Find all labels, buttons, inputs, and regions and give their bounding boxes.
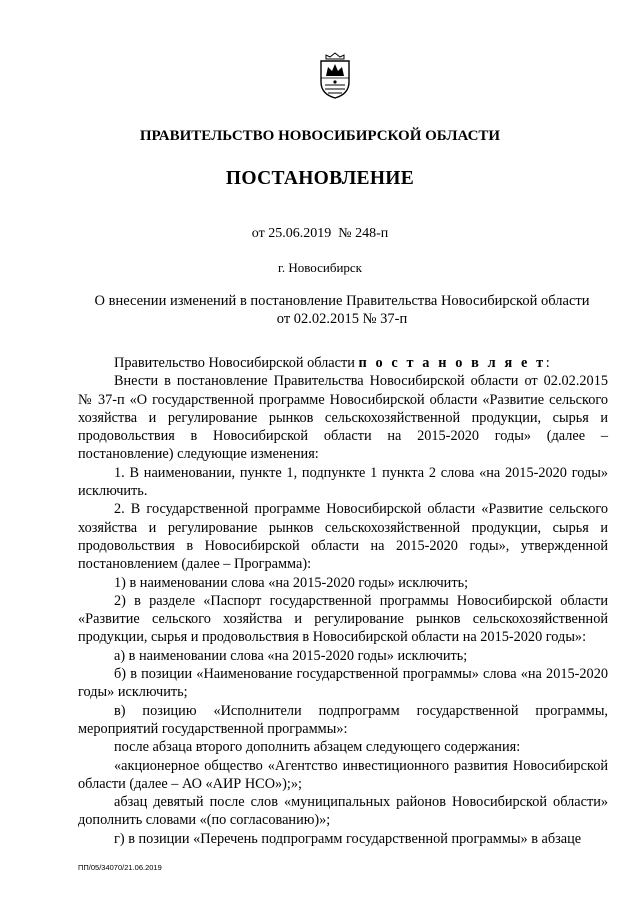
body-paragraph: а) в наименовании слова «на 2015-2020 годы» исключить; [114,647,468,664]
body-paragraph: 2. В государственной программе Новосибирской области «Развитие сельского хозяйства и регулирование рынков сельскохозяйственной продукции, сырья и продовольствия в Новосибирской области на 2015-2020 годы», утвержденной постановлением (далее – Программа): [78,501,608,573]
footer-code: ПП/05/34070/21.06.2019 [78,863,162,872]
number-prefix: № [338,226,352,241]
coat-of-arms-icon [316,52,354,100]
body-paragraph: 1) в наименовании слова «на 2015-2020 годы» исключить; [114,574,469,591]
organization-name: ПРАВИТЕЛЬСТВО НОВОСИБИРСКОЙ ОБЛАСТИ [139,128,501,144]
subject-line-2: от 02.02.2015 № 37-п [276,311,408,327]
document-number: 248-п [355,226,389,241]
document-date: 25.06.2019 [268,226,332,241]
document-city: г. Новосибирск [277,260,362,275]
body-paragraph: после абзаца второго дополнить абзацем следующего содержания: [114,739,521,756]
body-paragraph: в) позицию «Исполнители подпрограмм государственной программы, мероприятий государственной программы»: [78,702,608,737]
document-body [78,354,608,848]
date-prefix: от [251,226,265,241]
body-paragraph: абзац девятый после слов «муниципальных районов Новосибирской области» дополнить словами «(по согласованию)»; [78,794,608,829]
document-date-number [0,226,640,242]
body-paragraph: б) в позиции «Наименование государственной программы» слова «на 2015-2020 годы» исключить; [78,666,608,701]
body-paragraph: 1. В наименовании, пункте 1, подпункте 1 пункта 2 слова «на 2015-2020 годы» исключить. [78,464,608,500]
intro-paragraph [78,354,608,372]
body-paragraph: 2) в разделе «Паспорт государственной программы Новосибирской области «Развитие сельского хозяйства и регулирование рынков сельскохозяйственной продукции, сырья и продовольствия в Новосибирской области на 2015-2020 годы»: [78,592,608,646]
body-paragraph: «акционерное общество «Агентство инвестиционного развития Новосибирской области (далее – АО «АИР НСО»);»; [78,757,608,792]
subject-line-1: О внесении изменений в постановление Правительства Новосибирской области [94,293,590,309]
document-type-title: ПОСТАНОВЛЕНИЕ [225,168,415,189]
resolves-verb: п о с т а н о в л я е т [358,355,546,371]
document-subject [78,292,606,328]
intro-text: Правительство Новосибирской области [114,355,359,371]
body-paragraph: Внести в постановление Правительства Новосибирской области от 02.02.2015 № 37-п «О государственной программе Новосибирской области «Развитие сельского хозяйства и регулирование рынков сельскохозяйственной продукции, сырья и продовольствия в Новосибирской области на 2015-2020 годы» (далее – постановление) следующие изменения: [78,373,608,463]
intro-colon: : [545,355,550,371]
body-paragraph: г) в позиции «Перечень подпрограмм государственной программы» в абзаце [114,830,582,847]
